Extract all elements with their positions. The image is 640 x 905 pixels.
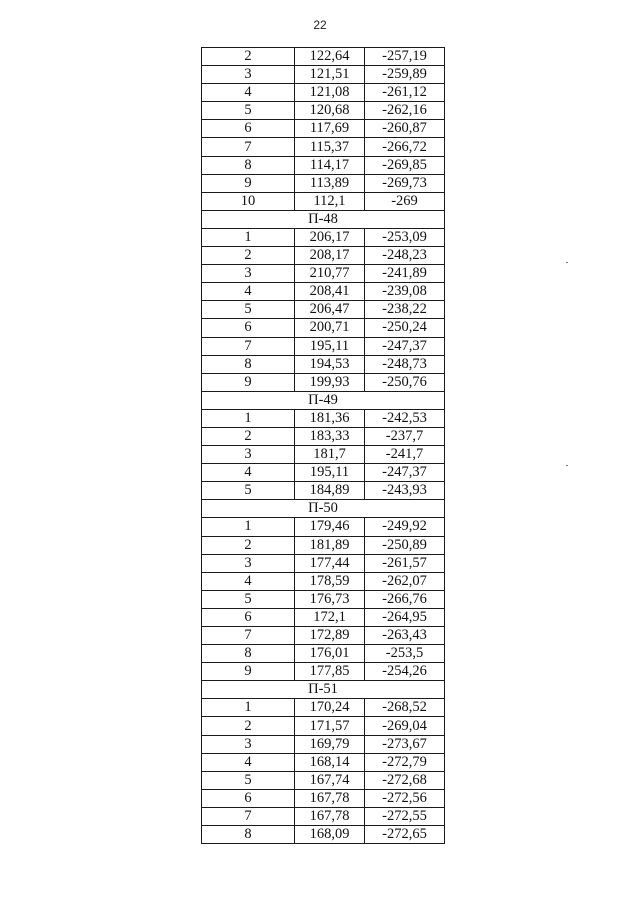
- table-row: [202, 156, 445, 174]
- point-number-cell: 7: [202, 627, 295, 645]
- x-coordinate-cell: 113,89: [295, 174, 365, 192]
- table-row: [202, 355, 445, 373]
- point-number-cell: 6: [202, 120, 295, 138]
- point-number-cell: 5: [202, 590, 295, 608]
- table-row: [202, 265, 445, 283]
- point-number-cell: 8: [202, 355, 295, 373]
- point-number-cell: 2: [202, 247, 295, 265]
- table-row: [202, 84, 445, 102]
- table-row: [202, 66, 445, 84]
- x-coordinate-cell: 121,51: [295, 66, 365, 84]
- point-number-cell: 4: [202, 572, 295, 590]
- y-coordinate-cell: -239,08: [365, 283, 445, 301]
- x-coordinate-cell: 206,47: [295, 301, 365, 319]
- x-coordinate-cell: 171,57: [295, 717, 365, 735]
- point-number-cell: 6: [202, 789, 295, 807]
- section-title: П-48: [202, 210, 445, 228]
- table-row: [202, 319, 445, 337]
- table-row: [202, 373, 445, 391]
- x-coordinate-cell: 194,53: [295, 355, 365, 373]
- table-row: [202, 174, 445, 192]
- x-coordinate-cell: 178,59: [295, 572, 365, 590]
- y-coordinate-cell: -253,09: [365, 228, 445, 246]
- table-row: [202, 699, 445, 717]
- point-number-cell: 7: [202, 138, 295, 156]
- x-coordinate-cell: 199,93: [295, 373, 365, 391]
- y-coordinate-cell: -262,16: [365, 102, 445, 120]
- y-coordinate-cell: -261,12: [365, 84, 445, 102]
- y-coordinate-cell: -247,37: [365, 464, 445, 482]
- table-row: [202, 572, 445, 590]
- x-coordinate-cell: 208,17: [295, 247, 365, 265]
- x-coordinate-cell: 112,1: [295, 192, 365, 210]
- point-number-cell: 9: [202, 174, 295, 192]
- point-number-cell: 2: [202, 717, 295, 735]
- table-row: [202, 446, 445, 464]
- x-coordinate-cell: 176,73: [295, 590, 365, 608]
- point-number-cell: 5: [202, 482, 295, 500]
- y-coordinate-cell: -247,37: [365, 337, 445, 355]
- y-coordinate-cell: -254,26: [365, 663, 445, 681]
- point-number-cell: 9: [202, 373, 295, 391]
- table-row: [202, 192, 445, 210]
- table-row: [202, 645, 445, 663]
- point-number-cell: 8: [202, 645, 295, 663]
- x-coordinate-cell: 177,85: [295, 663, 365, 681]
- y-coordinate-cell: -261,57: [365, 554, 445, 572]
- point-number-cell: 3: [202, 66, 295, 84]
- y-coordinate-cell: -266,76: [365, 590, 445, 608]
- coordinates-table: [201, 47, 445, 844]
- y-coordinate-cell: -264,95: [365, 608, 445, 626]
- section-header-row: [202, 391, 445, 409]
- x-coordinate-cell: 176,01: [295, 645, 365, 663]
- y-coordinate-cell: -273,67: [365, 735, 445, 753]
- point-number-cell: 3: [202, 446, 295, 464]
- y-coordinate-cell: -253,5: [365, 645, 445, 663]
- point-number-cell: 4: [202, 283, 295, 301]
- point-number-cell: 3: [202, 554, 295, 572]
- x-coordinate-cell: 168,09: [295, 826, 365, 844]
- x-coordinate-cell: 208,41: [295, 283, 365, 301]
- point-number-cell: 2: [202, 48, 295, 66]
- point-number-cell: 3: [202, 735, 295, 753]
- x-coordinate-cell: 195,11: [295, 464, 365, 482]
- table-row: [202, 627, 445, 645]
- point-number-cell: 4: [202, 753, 295, 771]
- y-coordinate-cell: -272,79: [365, 753, 445, 771]
- point-number-cell: 7: [202, 807, 295, 825]
- x-coordinate-cell: 169,79: [295, 735, 365, 753]
- table-row: [202, 717, 445, 735]
- table-row: [202, 590, 445, 608]
- point-number-cell: 5: [202, 771, 295, 789]
- point-number-cell: 4: [202, 84, 295, 102]
- table-row: [202, 536, 445, 554]
- y-coordinate-cell: -263,43: [365, 627, 445, 645]
- x-coordinate-cell: 167,78: [295, 807, 365, 825]
- table-row: [202, 518, 445, 536]
- table-row: [202, 753, 445, 771]
- x-coordinate-cell: 114,17: [295, 156, 365, 174]
- table-row: [202, 807, 445, 825]
- x-coordinate-cell: 167,78: [295, 789, 365, 807]
- point-number-cell: 5: [202, 301, 295, 319]
- table-row: [202, 554, 445, 572]
- y-coordinate-cell: -250,89: [365, 536, 445, 554]
- y-coordinate-cell: -250,76: [365, 373, 445, 391]
- y-coordinate-cell: -268,52: [365, 699, 445, 717]
- table-row: [202, 228, 445, 246]
- table-row: [202, 482, 445, 500]
- table-row: [202, 427, 445, 445]
- x-coordinate-cell: 210,77: [295, 265, 365, 283]
- point-number-cell: 9: [202, 663, 295, 681]
- x-coordinate-cell: 121,08: [295, 84, 365, 102]
- y-coordinate-cell: -249,92: [365, 518, 445, 536]
- table-row: [202, 771, 445, 789]
- x-coordinate-cell: 200,71: [295, 319, 365, 337]
- section-header-row: [202, 210, 445, 228]
- point-number-cell: 1: [202, 518, 295, 536]
- table-row: [202, 608, 445, 626]
- y-coordinate-cell: -269: [365, 192, 445, 210]
- point-number-cell: 8: [202, 156, 295, 174]
- section-title: П-51: [202, 681, 445, 699]
- point-number-cell: 2: [202, 536, 295, 554]
- point-number-cell: 6: [202, 608, 295, 626]
- table-row: [202, 247, 445, 265]
- y-coordinate-cell: -260,87: [365, 120, 445, 138]
- y-coordinate-cell: -241,7: [365, 446, 445, 464]
- scan-speck: [566, 262, 568, 263]
- y-coordinate-cell: -269,04: [365, 717, 445, 735]
- y-coordinate-cell: -269,85: [365, 156, 445, 174]
- x-coordinate-cell: 120,68: [295, 102, 365, 120]
- x-coordinate-cell: 172,89: [295, 627, 365, 645]
- y-coordinate-cell: -266,72: [365, 138, 445, 156]
- table-row: [202, 663, 445, 681]
- x-coordinate-cell: 167,74: [295, 771, 365, 789]
- point-number-cell: 1: [202, 409, 295, 427]
- x-coordinate-cell: 195,11: [295, 337, 365, 355]
- point-number-cell: 1: [202, 699, 295, 717]
- y-coordinate-cell: -238,22: [365, 301, 445, 319]
- y-coordinate-cell: -243,93: [365, 482, 445, 500]
- x-coordinate-cell: 117,69: [295, 120, 365, 138]
- section-title: П-50: [202, 500, 445, 518]
- x-coordinate-cell: 115,37: [295, 138, 365, 156]
- y-coordinate-cell: -242,53: [365, 409, 445, 427]
- y-coordinate-cell: -237,7: [365, 427, 445, 445]
- table-row: [202, 283, 445, 301]
- y-coordinate-cell: -259,89: [365, 66, 445, 84]
- y-coordinate-cell: -241,89: [365, 265, 445, 283]
- x-coordinate-cell: 184,89: [295, 482, 365, 500]
- x-coordinate-cell: 172,1: [295, 608, 365, 626]
- y-coordinate-cell: -262,07: [365, 572, 445, 590]
- section-title: П-49: [202, 391, 445, 409]
- section-header-row: [202, 681, 445, 699]
- table-row: [202, 409, 445, 427]
- table-row: [202, 138, 445, 156]
- table-row: [202, 301, 445, 319]
- x-coordinate-cell: 181,89: [295, 536, 365, 554]
- section-header-row: [202, 500, 445, 518]
- y-coordinate-cell: -272,68: [365, 771, 445, 789]
- x-coordinate-cell: 181,36: [295, 409, 365, 427]
- point-number-cell: 3: [202, 265, 295, 283]
- y-coordinate-cell: -269,73: [365, 174, 445, 192]
- x-coordinate-cell: 206,17: [295, 228, 365, 246]
- x-coordinate-cell: 183,33: [295, 427, 365, 445]
- y-coordinate-cell: -248,73: [365, 355, 445, 373]
- table-row: [202, 102, 445, 120]
- point-number-cell: 2: [202, 427, 295, 445]
- x-coordinate-cell: 168,14: [295, 753, 365, 771]
- point-number-cell: 8: [202, 826, 295, 844]
- scan-speck: [566, 465, 568, 466]
- table-row: [202, 120, 445, 138]
- table-row: [202, 735, 445, 753]
- page-number: 22: [313, 18, 327, 32]
- point-number-cell: 6: [202, 319, 295, 337]
- table-row: [202, 464, 445, 482]
- point-number-cell: 4: [202, 464, 295, 482]
- table-row: [202, 337, 445, 355]
- y-coordinate-cell: -272,56: [365, 789, 445, 807]
- x-coordinate-cell: 179,46: [295, 518, 365, 536]
- y-coordinate-cell: -272,65: [365, 826, 445, 844]
- y-coordinate-cell: -248,23: [365, 247, 445, 265]
- y-coordinate-cell: -257,19: [365, 48, 445, 66]
- table-row: [202, 789, 445, 807]
- point-number-cell: 1: [202, 228, 295, 246]
- point-number-cell: 10: [202, 192, 295, 210]
- y-coordinate-cell: -272,55: [365, 807, 445, 825]
- point-number-cell: 7: [202, 337, 295, 355]
- x-coordinate-cell: 181,7: [295, 446, 365, 464]
- y-coordinate-cell: -250,24: [365, 319, 445, 337]
- table-row: [202, 826, 445, 844]
- x-coordinate-cell: 177,44: [295, 554, 365, 572]
- x-coordinate-cell: 122,64: [295, 48, 365, 66]
- coordinates-table-body: [202, 48, 445, 844]
- point-number-cell: 5: [202, 102, 295, 120]
- table-row: [202, 48, 445, 66]
- x-coordinate-cell: 170,24: [295, 699, 365, 717]
